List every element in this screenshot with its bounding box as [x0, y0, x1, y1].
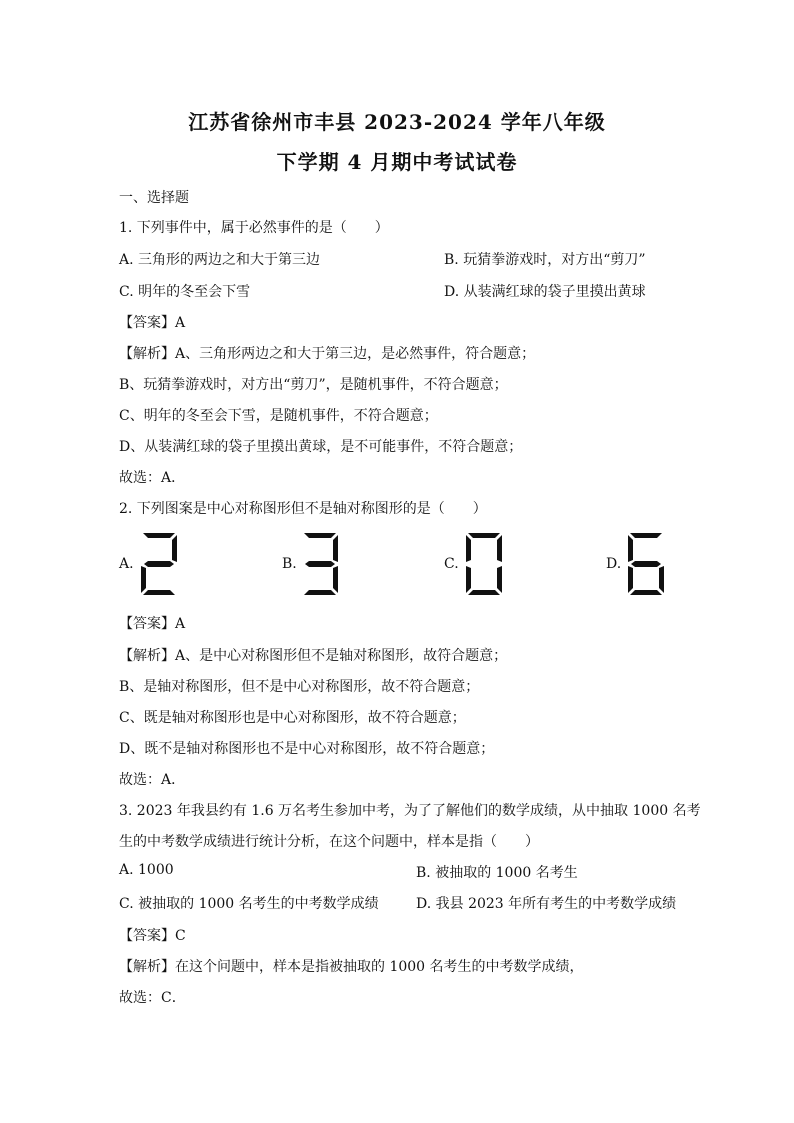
q2-answer: 【答案】A — [119, 616, 186, 632]
q2-option-a-label: A. — [119, 556, 134, 572]
q1-explanation-3: C、明年的冬至会下雪，是随机事件，不符合题意； — [119, 408, 438, 424]
q2-stem: 2. 下列图案是中心对称图形但不是轴对称图形的是（ ） — [119, 501, 487, 517]
q1-conclusion: 故选：A． — [119, 470, 186, 486]
q3-conclusion: 故选：C． — [119, 990, 186, 1006]
q3-stem-line2: 生的中考数学成绩进行统计分析，在这个问题中，样本是指（ ） — [119, 834, 539, 850]
q2-explanation-2: B、是轴对称图形，但不是中心对称图形，故不符合题意； — [119, 679, 480, 695]
digit-6-figure — [626, 531, 666, 597]
q3-explanation-1: 【解析】在这个问题中，样本是指被抽取的 1000 名考生的中考数学成绩， — [119, 959, 584, 975]
q3-option-b: B. 被抽取的 1000 名考生 — [416, 865, 578, 881]
q3-option-d: D. 我县 2023 年所有考生的中考数学成绩 — [416, 896, 677, 912]
q1-option-d: D. 从装满红球的袋子里摸出黄球 — [444, 284, 646, 300]
q1-stem: 1. 下列事件中，属于必然事件的是（ ） — [119, 220, 389, 236]
q1-explanation-4: D、从装满红球的袋子里摸出黄球，是不可能事件，不符合题意； — [119, 439, 523, 455]
section-heading: 一、选择题 — [119, 190, 189, 206]
q2-option-c-label: C. — [444, 556, 459, 572]
q2-option-d-label: D. — [606, 556, 622, 572]
q2-explanation-3: C、既是轴对称图形也是中心对称图形，故不符合题意； — [119, 710, 466, 726]
q2-explanation-1: 【解析】A、是中心对称图形但不是轴对称图形，故符合题意； — [119, 648, 508, 664]
digit-3-figure — [300, 531, 340, 597]
doc-title-line1: 江苏省徐州市丰县 2023-2024 学年八年级 — [188, 110, 606, 134]
digit-0-figure — [464, 531, 504, 597]
q3-stem-line1: 3. 2023 年我县约有 1.6 万名考生参加中考，为了了解他们的数学成绩，从中抽取 1000 名考 — [119, 803, 701, 819]
q3-option-a: A. 1000 — [119, 862, 174, 878]
digit-2-figure — [139, 531, 179, 597]
q1-option-a: A. 三角形的两边之和大于第三边 — [119, 252, 321, 268]
q3-option-c: C. 被抽取的 1000 名考生的中考数学成绩 — [119, 896, 379, 912]
q1-explanation-1: 【解析】A、三角形两边之和大于第三边，是必然事件，符合题意； — [119, 346, 536, 362]
q1-option-c: C. 明年的冬至会下雪 — [119, 284, 251, 300]
doc-title-line2: 下学期 4 月期中考试试卷 — [276, 150, 518, 174]
q3-answer: 【答案】C — [119, 928, 186, 944]
q1-answer: 【答案】A — [119, 315, 186, 331]
q1-explanation-2: B、玩猜拳游戏时，对方出“剪刀”，是随机事件，不符合题意； — [119, 377, 508, 393]
q2-option-b-label: B. — [282, 556, 297, 572]
q2-explanation-4: D、既不是轴对称图形也不是中心对称图形，故不符合题意； — [119, 741, 495, 757]
q2-conclusion: 故选：A． — [119, 772, 186, 788]
q1-option-b: B. 玩猜拳游戏时，对方出“剪刀” — [444, 252, 646, 268]
